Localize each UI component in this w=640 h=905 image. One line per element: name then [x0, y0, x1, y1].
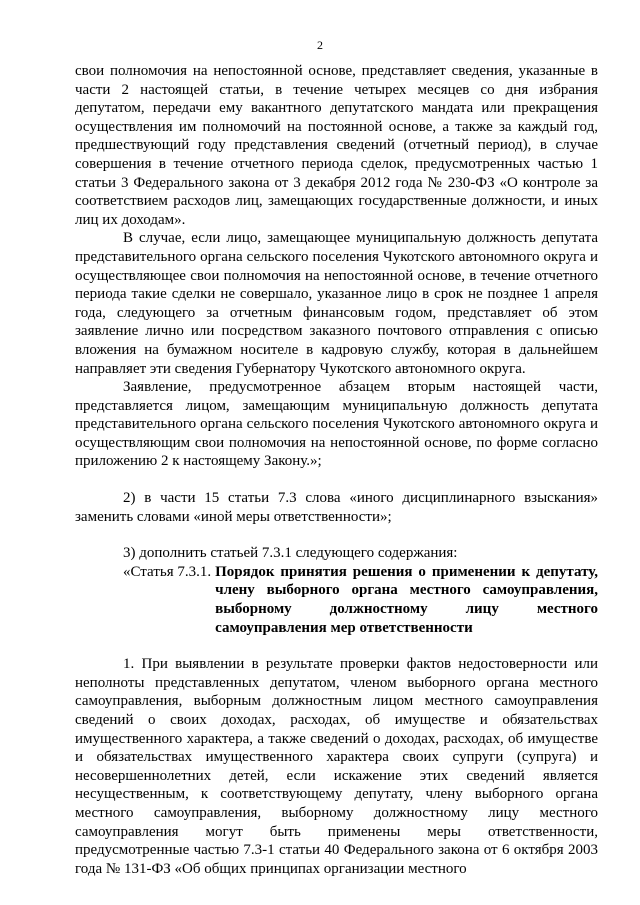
article-heading — [75, 563, 598, 637]
amendment-item-3: 3) дополнить статьей 7.3.1 следующего содержания: — [123, 545, 458, 562]
paragraph-no-transactions: В случае, если лицо, замещающее муниципальную должность депутата представительного органа сельского поселения Чукотского автономного округа и осуществляющее свои полномочия на непостоянной основе, в течение отчетного периода такие сделки не совершало, указанное лицо в срок не позднее 1 апреля года, следующего за отчетным финансовым годом, представляет об этом заявление лично или посредством заказного почтового отправления с описью вложения на бумажном носителе в кадровую службу, которая в дальнейшем направляет эти сведения Губернатору Чукотского автономного округа. — [75, 230, 598, 377]
page-number: 2 — [317, 38, 323, 52]
paragraph-continuation: свои полномочия на непостоянной основе, представляет сведения, указанные в части 2 настоящей статьи, в течение четырех месяцев со дня избрания депутатом, передачи ему вакантного депутатского мандата или прекращения осуществления им полномочий на постоянной основе, а также за каждый год, предшествующий году представления сведений (отчетный период), в случае совершения в течение отчетного периода сделок, предусмотренных частью 1 статьи 3 Федерального закона от 3 декабря 2012 года № 230-ФЗ «О контроле за соответствием расходов лиц, замещающих государственные должности, и иных лиц их доходам». — [75, 63, 598, 228]
document-body — [75, 62, 598, 878]
amendment-item-2: 2) в части 15 статьи 7.3 слова «иного дисциплинарного взыскания» заменить словами «иной меры ответственности»; — [75, 490, 598, 525]
article-clause-1: 1. При выявлении в результате проверки фактов недостоверности или неполноты представленных депутатом, членом выборного органа местного самоуправления, выборным должностным лицом местного самоуправления сведений о своих доходах, расходах, об имуществе и обязательствах имущественного характера, а также сведений о доходах, расходах, об имуществе и обязательствах имущественного характера своих супруги (супруга) и несовершеннолетних детей, если искажение этих сведений является несущественным, к соответствующему депутату, члену выборного органа местного самоуправления, выборному должностному лицу местного самоуправления могут быть применены меры ответственности, предусмотренные частью 7.3-1 статьи 40 Федерального закона от 6 октября 2003 года № 131-ФЗ «Об общих принципах организации местного — [75, 656, 598, 877]
article-number: «Статья 7.3.1. — [123, 563, 212, 580]
article-title: Порядок принятия решения о применении к депутату, члену выборного органа местного самоуправления, выборному должностному лицу местного самоуправления мер ответственности — [215, 563, 598, 636]
paragraph-statement-form: Заявление, предусмотренное абзацем вторым настоящей части, представляется лицом, замещающим муниципальную должность депутата представительного органа сельского поселения Чукотского автономного округа и осуществляющим свои полномочия на непостоянной основе, по форме согласно приложению 2 к настоящему Закону.»; — [75, 379, 598, 470]
